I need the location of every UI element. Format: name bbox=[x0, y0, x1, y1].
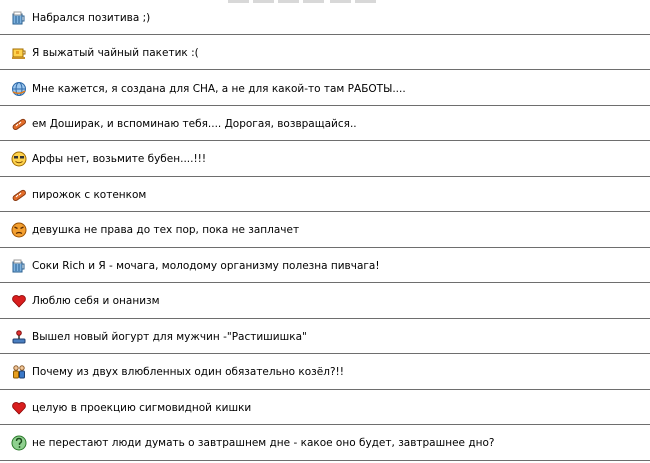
heart-icon bbox=[11, 400, 27, 416]
status-row[interactable] bbox=[0, 71, 650, 106]
row-divider bbox=[0, 69, 650, 70]
status-row[interactable] bbox=[0, 425, 650, 460]
tea-cup-icon bbox=[11, 45, 27, 61]
status-row[interactable] bbox=[0, 248, 650, 283]
smiley-sunglasses-icon bbox=[11, 151, 27, 167]
status-row[interactable] bbox=[0, 177, 650, 212]
sausage-icon bbox=[11, 116, 27, 132]
question-globe-icon bbox=[11, 435, 27, 451]
sausage-icon bbox=[11, 187, 27, 203]
joystick-icon bbox=[11, 329, 27, 345]
status-row[interactable] bbox=[0, 35, 650, 70]
status-text: девушка не права до тех пор, пока не заплачет bbox=[32, 223, 300, 236]
status-row[interactable] bbox=[0, 354, 650, 389]
status-row[interactable] bbox=[0, 0, 650, 35]
status-text: Я выжатый чайный пакетик :( bbox=[32, 46, 199, 59]
status-text: Соки Rich и Я - мочага, молодому организму полезна пивчага! bbox=[32, 259, 380, 272]
beer-mug-icon bbox=[11, 258, 27, 274]
status-row[interactable] bbox=[0, 212, 650, 247]
status-text: Мне кажется, я создана для СНА, а не для какой-то там РАБОТЫ.... bbox=[32, 82, 406, 95]
beer-mug-icon bbox=[11, 10, 27, 26]
heart-icon bbox=[11, 293, 27, 309]
status-text: Набрался позитива ;) bbox=[32, 11, 151, 24]
status-row[interactable] bbox=[0, 106, 650, 141]
status-row[interactable] bbox=[0, 390, 650, 425]
status-text: Вышел новый йогурт для мужчин -"Растишишка" bbox=[32, 330, 307, 343]
angry-smiley-icon bbox=[11, 222, 27, 238]
status-text: Арфы нет, возьмите бубен....!!! bbox=[32, 152, 207, 165]
web-globe-icon bbox=[11, 81, 27, 97]
row-divider bbox=[0, 460, 650, 461]
status-text: Почему из двух влюбленных один обязательно козёл?!! bbox=[32, 365, 344, 378]
status-text: пирожок с котенком bbox=[32, 188, 147, 201]
couple-icon bbox=[11, 364, 27, 380]
status-text: целую в проекцию сигмовидной кишки bbox=[32, 401, 252, 414]
status-row[interactable] bbox=[0, 141, 650, 176]
status-row[interactable] bbox=[0, 283, 650, 318]
status-text: Люблю себя и онанизм bbox=[32, 294, 160, 307]
status-text: не перестают люди думать о завтрашнем дне - какое оно будет, завтрашнее дно? bbox=[32, 436, 495, 449]
status-text: ем Доширак, и вспоминаю тебя.... Дорогая, возвращайся.. bbox=[32, 117, 357, 130]
status-row[interactable] bbox=[0, 319, 650, 354]
